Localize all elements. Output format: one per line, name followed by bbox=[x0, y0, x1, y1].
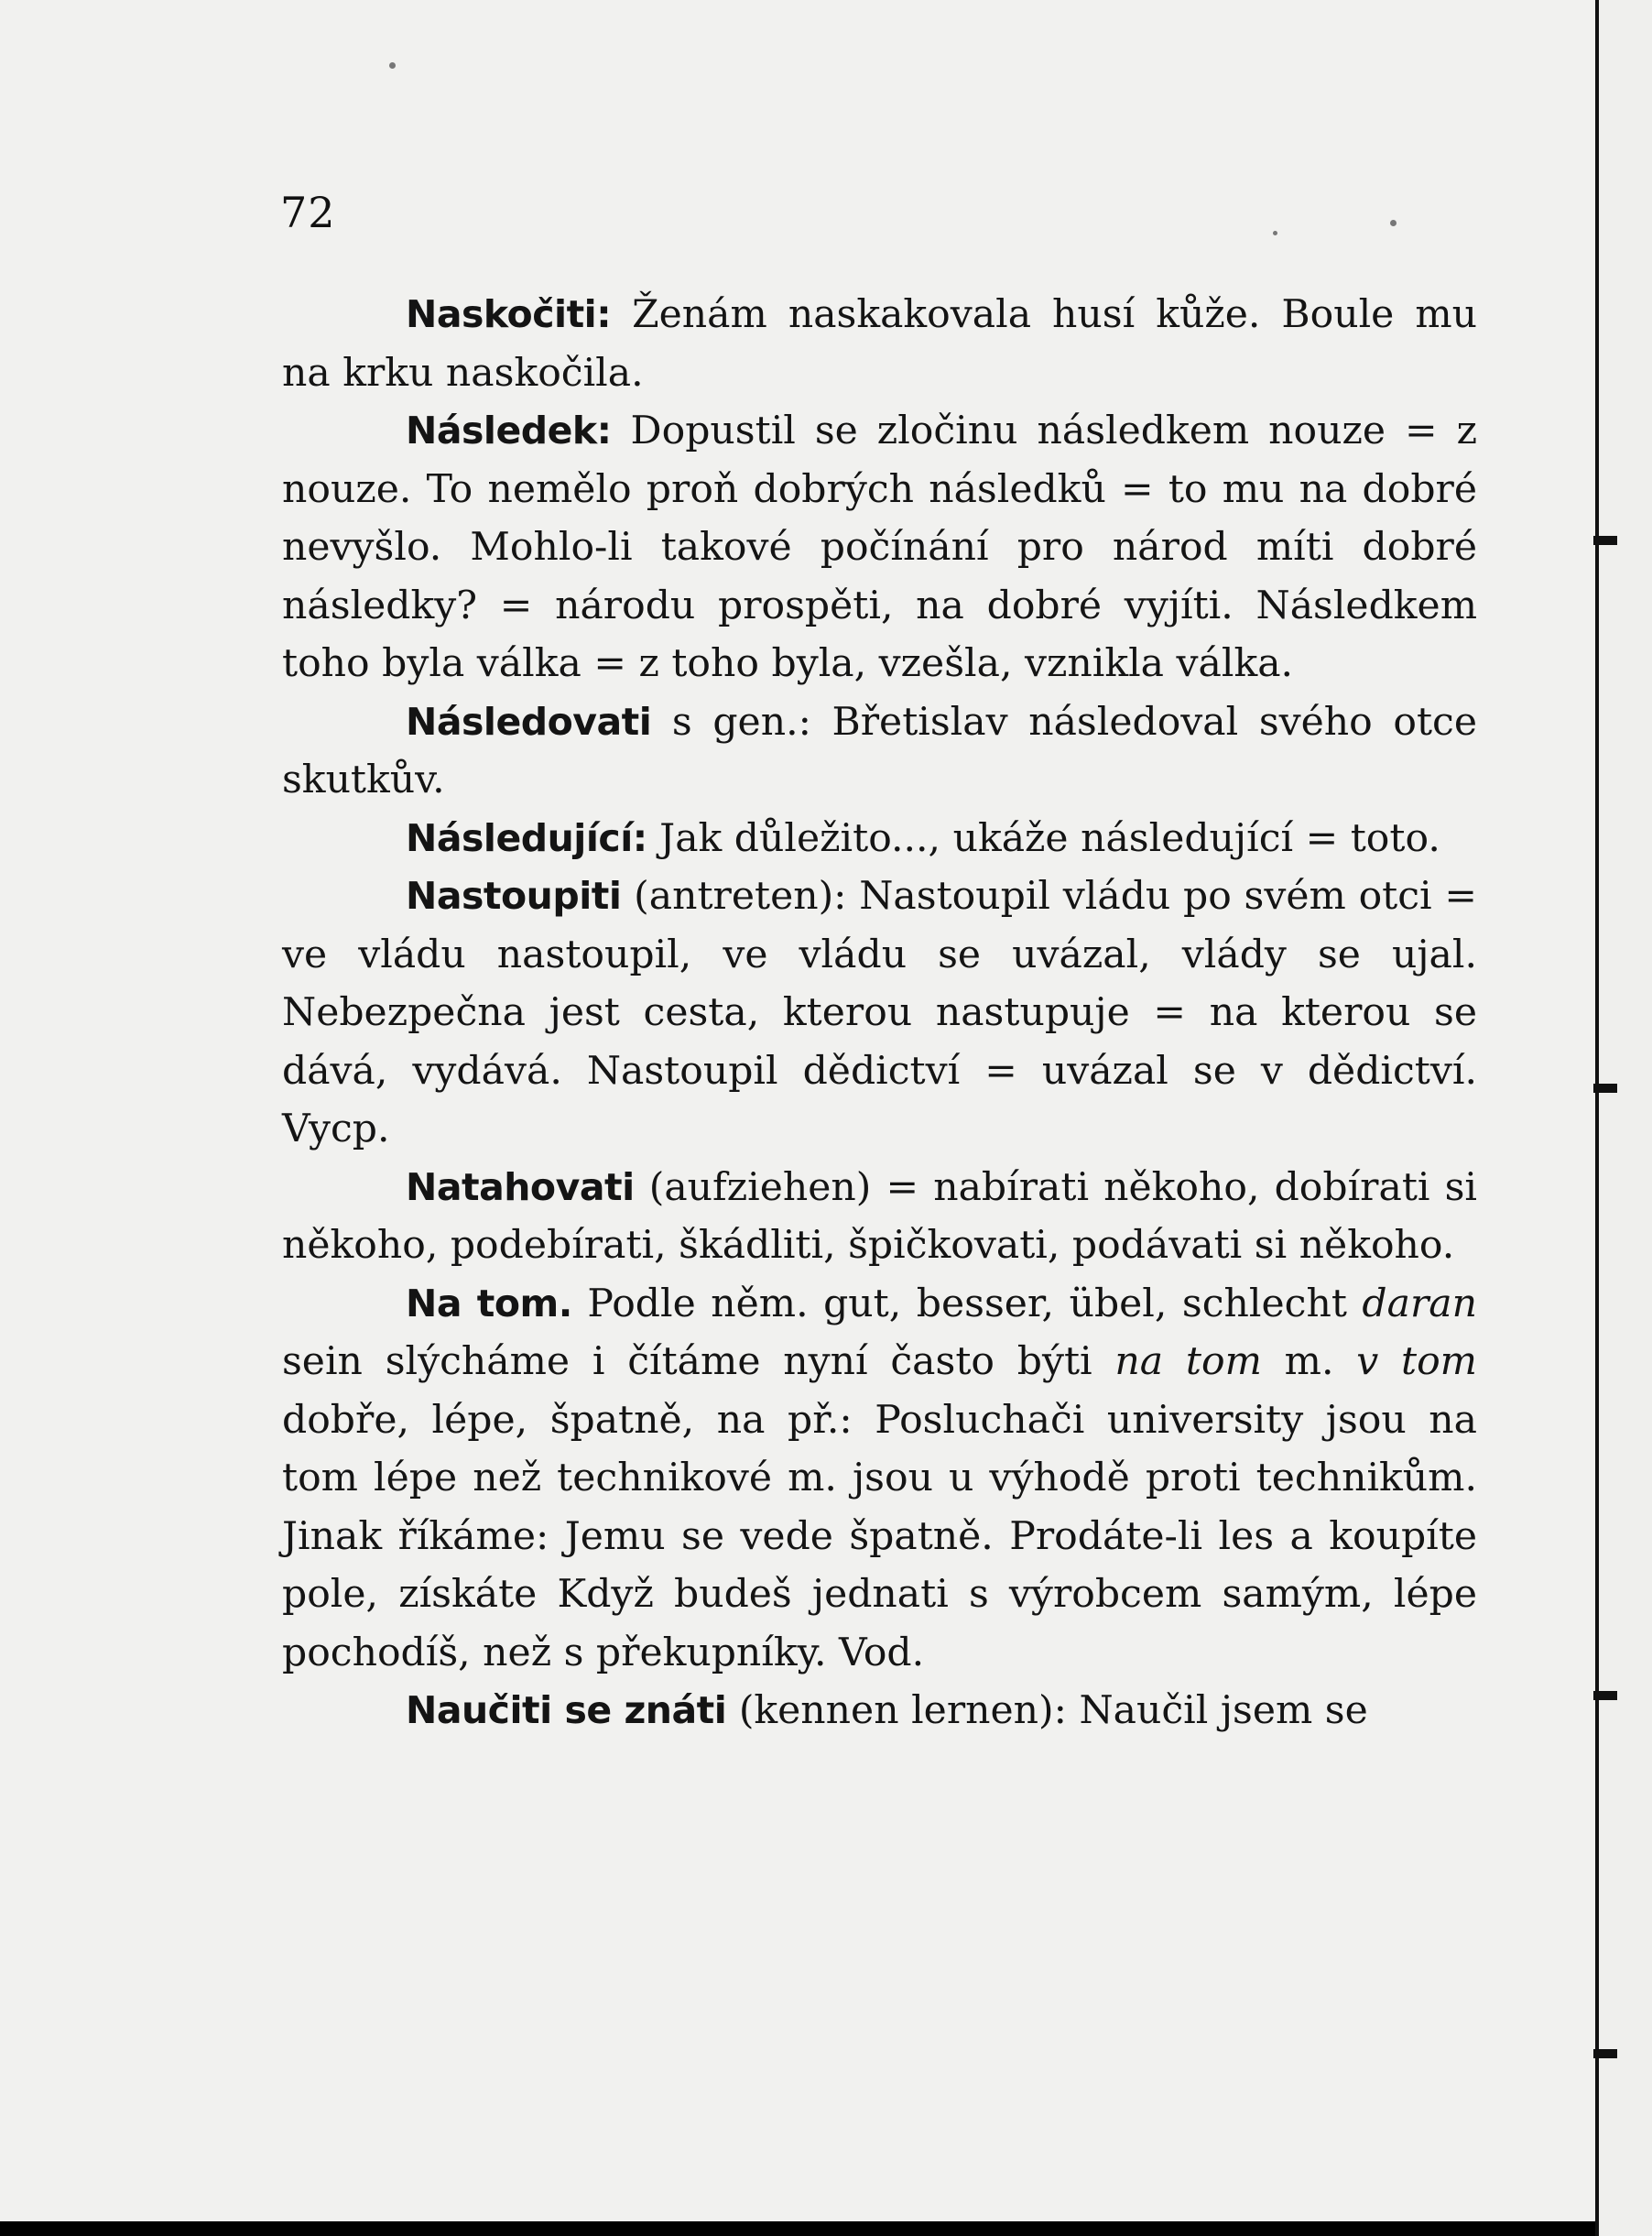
book-spine-edge bbox=[1595, 0, 1652, 2236]
entry-nasledek bbox=[282, 402, 1477, 693]
italic-phrase: na tom bbox=[1114, 1339, 1262, 1384]
entry-text: (kennen lernen): Naučil jsem se bbox=[726, 1688, 1368, 1733]
entry-text: Podle něm. gut, besser, übel, schlecht bbox=[571, 1281, 1363, 1326]
spine-mark bbox=[1593, 536, 1617, 545]
italic-phrase: v tom bbox=[1356, 1339, 1477, 1384]
dictionary-text bbox=[282, 286, 1477, 1740]
headword: Na tom. bbox=[406, 1281, 572, 1325]
entry-text: dobře, lépe, špatně, na př.: Posluchači university jsou na tom lépe než technikové m. jsou u výhodě proti technikům. Jinak říkáme: Jemu se vede špatně. Prodáte-li les a koupíte pole, získáte Když budeš jednati s výrobcem samým, lépe pochodíš, než s překupníky. Vod. bbox=[282, 1397, 1477, 1675]
entry-nasledovati bbox=[282, 693, 1477, 810]
entry-text: Dopustil se zločinu následkem nouze = z nouze. To nemělo proň dobrých následků = to mu na dobré nevyšlo. Mohlo-li takové počínání pro národ míti dobré následky? = národu prospěti, na dobré vyjíti. Následkem toho byla válka = z toho byla, vzešla, vznikla válka. bbox=[282, 409, 1477, 686]
entry-nasledujici bbox=[282, 810, 1477, 868]
entry-nauciti-se-znati bbox=[282, 1682, 1477, 1740]
entry-text: (antreten): Nastoupil vládu po svém otci = ve vládu nastoupil, ve vládu se uvázal, vlády se ujal. Nebezpečna jest cesta, kterou nastupuje = na kterou se dává, vydává. Nastoupil dědictví = uvázal se v dědictví. Vycp. bbox=[282, 874, 1477, 1151]
entry-naskociti bbox=[282, 286, 1477, 402]
headword: Naučiti se znáti bbox=[406, 1688, 727, 1732]
print-speck bbox=[389, 62, 396, 69]
entry-nastoupiti bbox=[282, 867, 1477, 1159]
entry-text: Ženám naskakovala husí kůže. Boule mu na krku naskočila. bbox=[282, 292, 1477, 396]
italic-phrase: daran bbox=[1362, 1281, 1477, 1326]
headword: Následující: bbox=[406, 815, 647, 860]
headword: Natahovati bbox=[406, 1164, 635, 1209]
entry-text: s gen.: Břetislav následoval svého otce skutkův. bbox=[282, 699, 1477, 802]
print-speck bbox=[1390, 220, 1397, 226]
entry-na-tom bbox=[282, 1275, 1477, 1683]
entry-text: Jak důležito..., ukáže následující = toto. bbox=[647, 815, 1440, 861]
headword: Nastoupiti bbox=[406, 874, 622, 918]
spine-mark bbox=[1593, 2049, 1617, 2058]
spine-mark bbox=[1593, 1691, 1617, 1700]
spine-mark bbox=[1593, 1084, 1617, 1093]
headword: Následovati bbox=[406, 699, 652, 744]
entry-text: sein slýcháme i čítáme nyní často býti bbox=[282, 1339, 1115, 1384]
entry-natahovati bbox=[282, 1159, 1477, 1275]
print-speck bbox=[1273, 231, 1277, 235]
headword: Následek: bbox=[406, 409, 612, 453]
page-number: 72 bbox=[280, 188, 336, 237]
headword: Naskočiti: bbox=[406, 292, 612, 336]
entry-text: m. bbox=[1261, 1339, 1357, 1384]
entry-text: (aufziehen) = nabírati někoho, dobírati si někoho, podebírati, škádliti, špičkovati, podávati si někoho. bbox=[282, 1164, 1477, 1268]
